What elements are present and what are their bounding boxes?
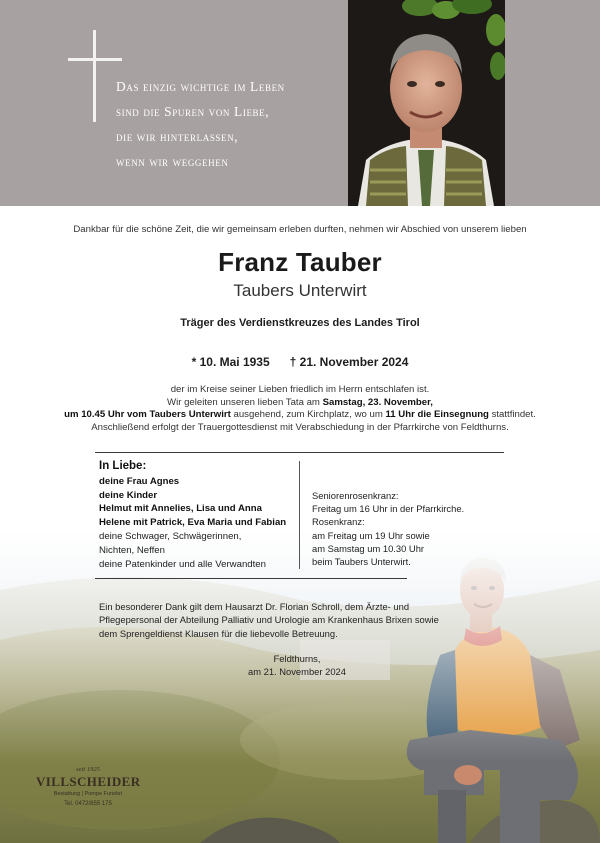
funeral-home-logo [36,766,140,807]
family-list [99,460,286,571]
family-member: Nichten, Neffen [99,544,165,556]
thanks-text: Ein besonderer Dank gilt dem Hausarzt Dr. Florian Schroll, dem Ärzte- und Pflegepersonal der Abteilung Palliativ und Urologie am Krankenhaus Brixen sowie dem Sprengeldienst Klausen für die liebevolle Betreuung. [99,601,439,639]
notice-line: der im Kreise seiner Lieben friedlich im Herrn entschlafen ist. [170,384,430,395]
rosary-line: Freitag um 16 Uhr in der Pfarrkirche. [312,503,465,515]
family-member: deine Kinder [99,489,158,501]
rosary-line: am Freitag um 19 Uhr sowie [312,529,430,541]
family-member: Helene mit Patrick, Eva Maria und Fabian [99,517,287,529]
place-date-line: am 21. November 2024 [248,666,346,678]
divider-bottom [95,578,407,579]
funeral-notice [0,384,600,434]
family-heading: In Liebe: [99,460,147,472]
notice-line: Wir geleiten unseren lieben Tata am Samstag, 23. November, [167,396,433,408]
family-member: deine Patenkinder und alle Verwandten [99,558,266,570]
quote-line: sind die Spuren von Liebe, [116,104,270,119]
logo-phone: Tel. 0472/855 175 [64,801,112,807]
rosary-info [312,489,464,568]
family-member: deine Frau Agnes [99,475,180,487]
logo-brand: VILLSCHEIDER [36,774,141,789]
place-city: Feldthurns, [273,653,321,664]
memorial-quote [116,74,346,174]
logo-since: seit 1925 [76,766,100,773]
logo-subtitle: Bestattung | Pompe Funebri [53,791,123,797]
cross-icon [68,30,122,122]
header-band [0,0,600,206]
column-divider [299,461,300,569]
intro-text: Dankbar für die schöne Zeit, die wir gemeinsam erleben durften, nehmen wir Abschied von unserem lieben [73,224,527,235]
death-date: † 21. November 2024 [289,355,409,369]
quote-line: die wir hinterlassen, [116,129,239,144]
honor-text: Träger des Verdienstkreuzes des Landes Tirol [180,317,420,329]
notice-line: um 10.45 Uhr vom Taubers Unterwirt ausgehend, zum Kirchplatz, wo um 11 Uhr die Einsegnung stattfindet. [64,409,536,421]
deceased-name: Franz Tauber [218,247,382,277]
birth-date: * 10. Mai 1935 [191,355,270,369]
portrait-photo [348,0,505,206]
quote-line: wenn wir weggehen [116,154,229,169]
rosary-line: am Samstag um 10.30 Uhr [312,542,425,554]
rosary-line: Rosenkranz: [312,516,365,528]
rosary-line: Seniorenrosenkranz: [312,490,399,501]
family-member: deine Schwager, Schwägerinnen, [99,530,242,542]
life-dates [0,355,600,369]
house-name: Taubers Unterwirt [233,281,367,300]
family-member: Helmut mit Annelies, Lisa und Anna [99,503,262,515]
divider-top [95,452,504,453]
notice-line: Anschließend erfolgt der Trauergottesdienst mit Verabschiedung in der Pfarrkirche von Feldthurns. [91,421,509,433]
rosary-line: beim Taubers Unterwirt. [312,556,411,568]
quote-line: Das einzig wichtige im Leben [116,79,285,94]
place-date [232,652,362,679]
